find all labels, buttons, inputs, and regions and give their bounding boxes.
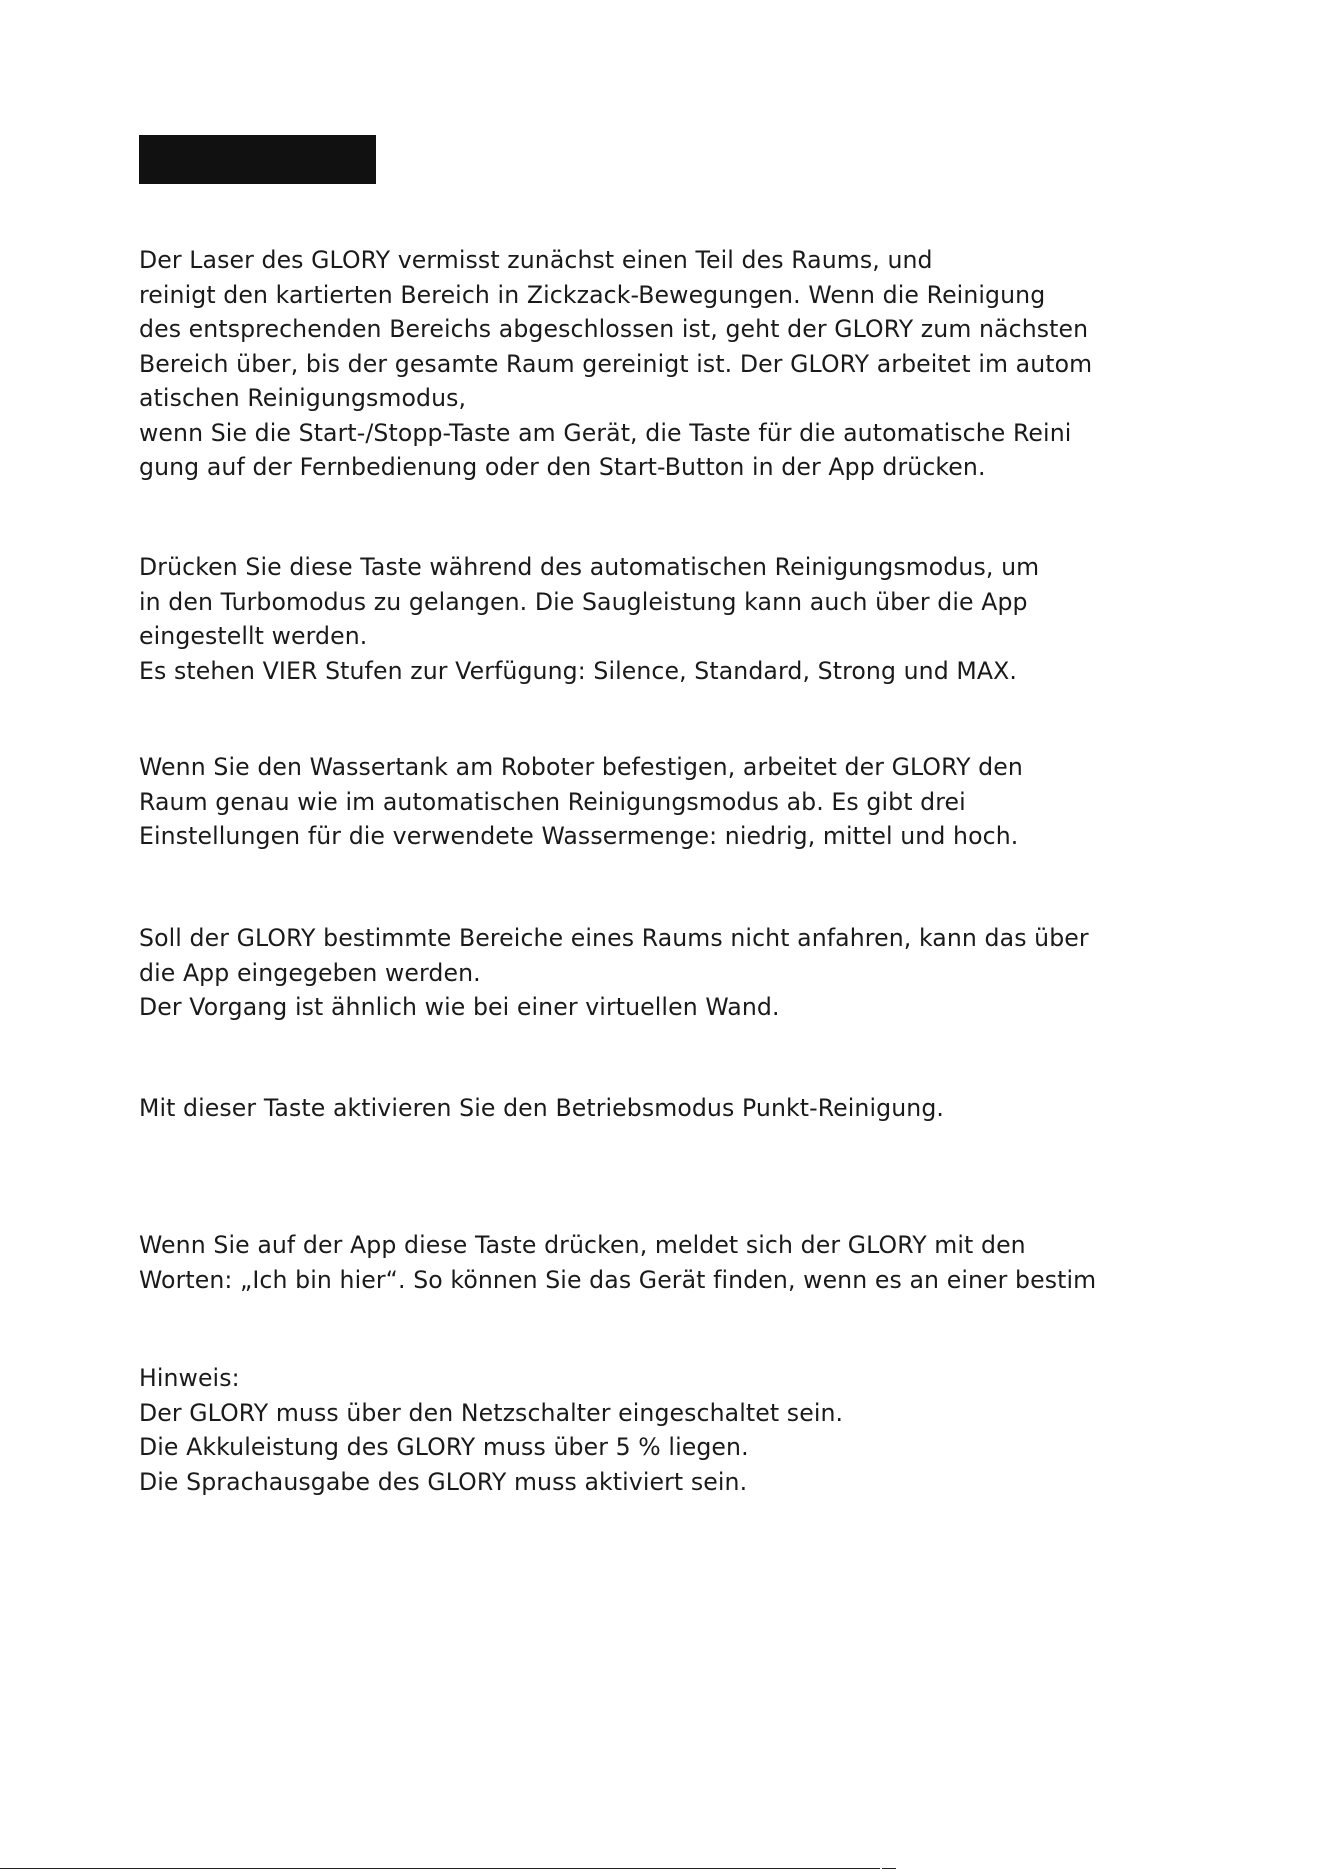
text-line: Worten: „Ich bin hier“. So können Sie das Gerät finden, wenn es an einer bestim xyxy=(139,1265,1097,1294)
text-line: Wenn Sie auf der App diese Taste drücken, meldet sich der GLORY mit den xyxy=(139,1231,1026,1259)
paragraph-find-robot xyxy=(139,1228,1249,1297)
text-line: Drücken Sie diese Taste während des automatischen Reinigungsmodus, um xyxy=(139,553,1040,581)
text-line: Die Akkuleistung des GLORY muss über 5 % liegen. xyxy=(139,1433,749,1461)
paragraph-auto-cleaning xyxy=(139,243,1249,485)
text-line: Mit dieser Taste aktivieren Sie den Betriebsmodus Punkt-Reinigung. xyxy=(139,1094,944,1122)
text-line: gung auf der Fernbedienung oder den Start-Button in der App drücken. xyxy=(139,453,986,481)
text-line: Die Sprachausgabe des GLORY muss aktiviert sein. xyxy=(139,1467,748,1496)
text-line: die App eingegeben werden. xyxy=(139,958,481,987)
text-line: eingestellt werden. xyxy=(139,622,368,650)
text-line: Der Vorgang ist ähnlich wie bei einer virtuellen Wand. xyxy=(139,993,780,1021)
text-line: Raum genau wie im automatischen Reinigungsmodus ab. Es gibt drei xyxy=(139,787,966,816)
paragraph-restricted-areas xyxy=(139,921,1249,1025)
text-line: wenn Sie die Start-/Stopp-Taste am Gerät, die Taste für die automatische Reini xyxy=(139,418,1072,447)
paragraph-water-tank xyxy=(139,750,1249,854)
text-line: Einstellungen für die verwendete Wassermenge: niedrig, mittel und hoch. xyxy=(139,822,1019,850)
text-line: Bereich über, bis der gesamte Raum gereinigt ist. Der GLORY arbeitet im autom xyxy=(139,349,1093,378)
text-line: des entsprechenden Bereichs abgeschlossen ist, geht der GLORY zum nächsten xyxy=(139,315,1089,343)
footer-rule-tick xyxy=(882,1868,896,1869)
text-line: atischen Reinigungsmodus, xyxy=(139,384,467,412)
paragraph-turbo-mode xyxy=(139,550,1249,688)
text-line: Es stehen VIER Stufen zur Verfügung: Silence, Standard, Strong und MAX. xyxy=(139,656,1017,685)
text-line: Der Laser des GLORY vermisst zunächst einen Teil des Raums, und xyxy=(139,246,933,274)
text-line: Soll der GLORY bestimmte Bereiche eines Raums nicht anfahren, kann das über xyxy=(139,924,1089,952)
text-line: Wenn Sie den Wassertank am Roboter befestigen, arbeitet der GLORY den xyxy=(139,753,1023,781)
text-line: in den Turbomodus zu gelangen. Die Saugleistung kann auch über die App xyxy=(139,587,1028,616)
text-line: Der GLORY muss über den Netzschalter eingeschaltet sein. xyxy=(139,1398,844,1427)
note-heading: Hinweis: xyxy=(139,1364,240,1392)
text-line: reinigt den kartierten Bereich in Zickzack-Bewegungen. Wenn die Reinigung xyxy=(139,280,1046,309)
paragraph-note xyxy=(139,1361,1249,1499)
paragraph-spot-cleaning xyxy=(139,1091,1249,1126)
section-header-bar xyxy=(139,135,376,184)
footer-rule xyxy=(0,1868,880,1869)
